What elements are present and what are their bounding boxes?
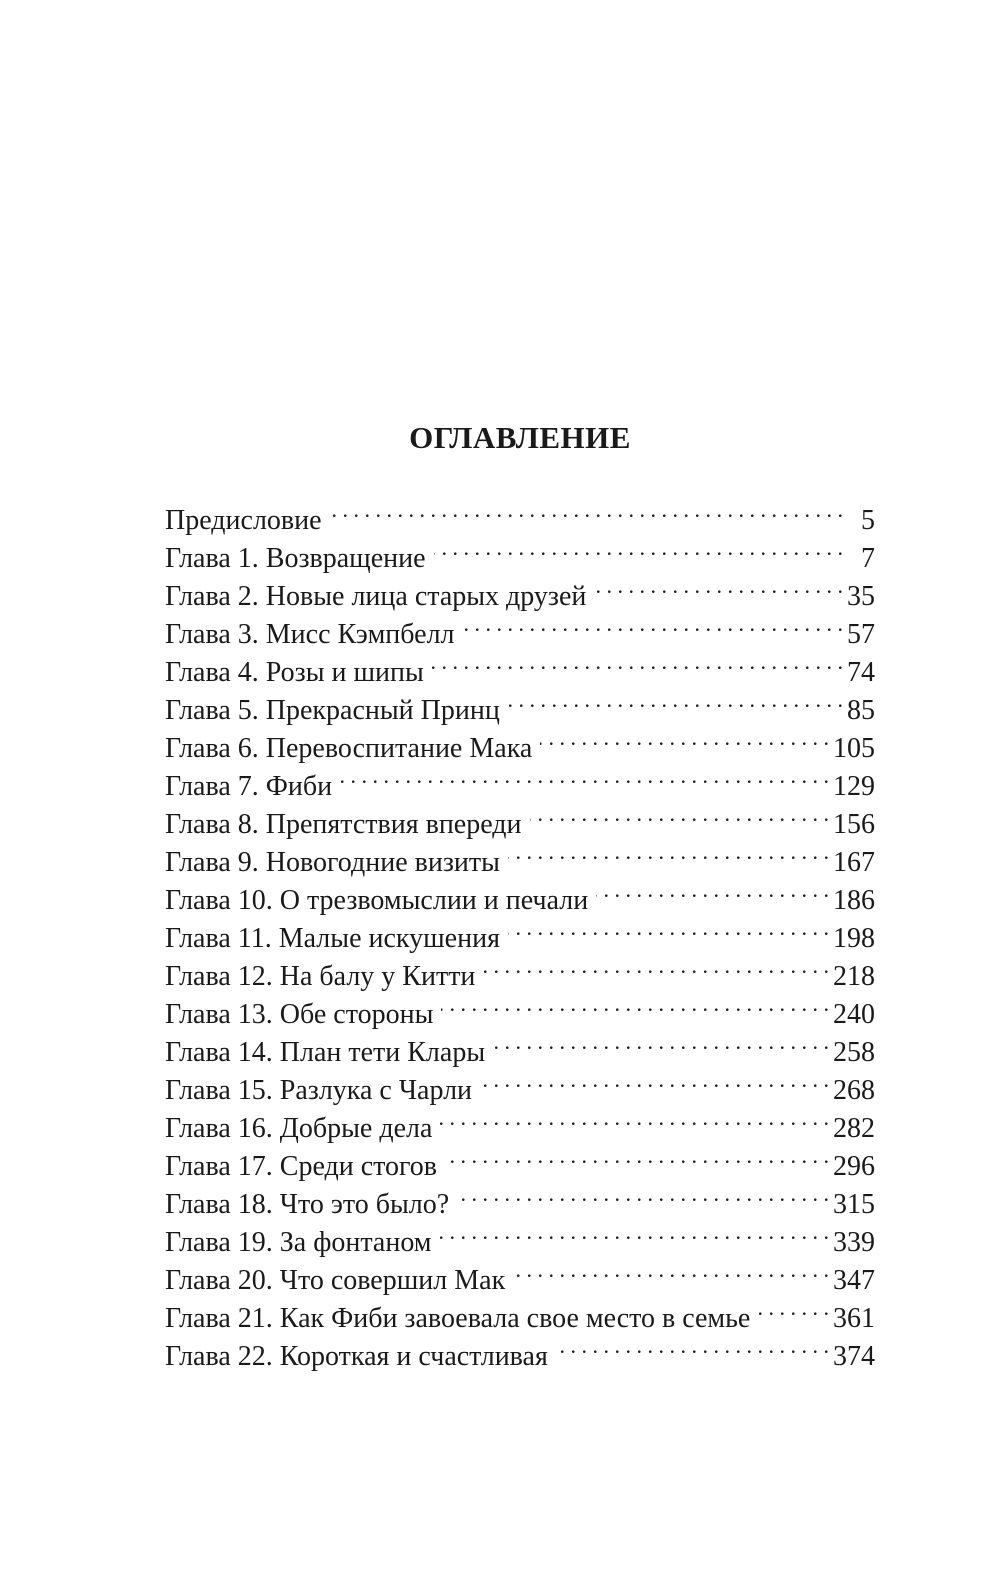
toc-entry-page: 258 (833, 1037, 875, 1068)
toc-entry-label: Глава 6. Перевоспитание Мака (165, 733, 533, 764)
table-of-contents (165, 491, 875, 1372)
toc-entry-label: Глава 13. Обе стороны (165, 999, 434, 1030)
dot-leader (540, 719, 829, 757)
dot-leader (440, 1099, 829, 1137)
dot-leader (508, 833, 829, 871)
dot-leader (596, 871, 829, 909)
toc-entry-page: 282 (833, 1113, 875, 1144)
toc-entry-label: Глава 3. Мисс Кэмпбелл (165, 619, 455, 650)
toc-entry-page: 186 (833, 885, 875, 916)
dot-leader (556, 1327, 829, 1365)
toc-entry-label: Глава 2. Новые лица старых друзей (165, 581, 587, 612)
toc-entry-page: 315 (833, 1189, 875, 1220)
toc-entry-label: Глава 12. На балу у Китти (165, 961, 476, 992)
dot-leader (480, 1061, 829, 1099)
toc-entry-label: Глава 17. Среди стогов (165, 1151, 438, 1182)
toc-entry-page: 268 (833, 1075, 875, 1106)
toc-entry-label: Глава 8. Препятствия впереди (165, 809, 522, 840)
dot-leader (434, 529, 843, 567)
toc-entry-label: Глава 9. Новогодние визиты (165, 847, 500, 878)
dot-leader (530, 795, 829, 833)
toc-entry-page: 296 (833, 1151, 875, 1182)
toc-entry-label: Глава 15. Разлука с Чарли (165, 1075, 473, 1106)
toc-entry-page: 105 (833, 733, 875, 764)
toc-entry-label: Глава 4. Розы и шипы (165, 657, 424, 688)
toc-entry-label: Глава 20. Что совершил Мак (165, 1265, 506, 1296)
toc-entry-page: 7 (861, 543, 875, 574)
toc-entry-label: Глава 14. План тети Клары (165, 1037, 486, 1068)
dot-leader (463, 605, 843, 643)
toc-entry-label: Глава 22. Короткая и счастливая (165, 1341, 548, 1372)
dot-leader (440, 1213, 829, 1251)
toc-entry-label: Глава 5. Прекрасный Принц (165, 695, 500, 726)
toc-entry-label: Глава 16. Добрые дела (165, 1113, 433, 1144)
dot-leader (508, 681, 843, 719)
toc-entry-label: Глава 19. За фонтаном (165, 1227, 432, 1258)
dot-leader (483, 947, 829, 985)
toc-entry-label: Глава 7. Фиби (165, 771, 333, 802)
dot-leader (432, 643, 843, 681)
page-title: ОГЛАВЛЕНИЕ (409, 420, 631, 455)
toc-entry-page: 374 (833, 1341, 875, 1372)
toc-entry (165, 491, 875, 536)
toc-entry-page: 167 (833, 847, 875, 878)
dot-leader (493, 1023, 829, 1061)
dot-leader (508, 909, 829, 947)
toc-entry-page: 85 (847, 695, 875, 726)
toc-entry-page: 129 (833, 771, 875, 802)
dot-leader (457, 1175, 829, 1213)
toc-entry-page: 74 (847, 657, 875, 688)
toc-entry-page: 361 (833, 1303, 875, 1334)
dot-leader (758, 1289, 829, 1327)
dot-leader (513, 1251, 829, 1289)
toc-entry-page: 198 (833, 923, 875, 954)
toc-entry-page: 156 (833, 809, 875, 840)
toc-entry-page: 35 (847, 581, 875, 612)
toc-entry-page: 218 (833, 961, 875, 992)
dot-leader (594, 567, 843, 605)
toc-entry-label: Глава 11. Малые искушения (165, 923, 500, 954)
toc-entry-label: Глава 21. Как Фиби завоевала свое место в семье (165, 1303, 751, 1334)
toc-entry-label: Глава 10. О трезвомыслии и печали (165, 885, 589, 916)
toc-entry-label: Предисловие (165, 505, 322, 536)
dot-leader (340, 757, 829, 795)
dot-leader (441, 985, 829, 1023)
dot-leader (330, 491, 843, 529)
toc-entry-page: 339 (833, 1227, 875, 1258)
toc-entry-page: 347 (833, 1265, 875, 1296)
toc-entry-page: 5 (861, 505, 875, 536)
toc-entry-page: 57 (847, 619, 875, 650)
toc-entry-label: Глава 18. Что это было? (165, 1189, 450, 1220)
toc-entry-label: Глава 1. Возвращение (165, 543, 426, 574)
dot-leader (445, 1137, 829, 1175)
toc-entry-page: 240 (833, 999, 875, 1030)
